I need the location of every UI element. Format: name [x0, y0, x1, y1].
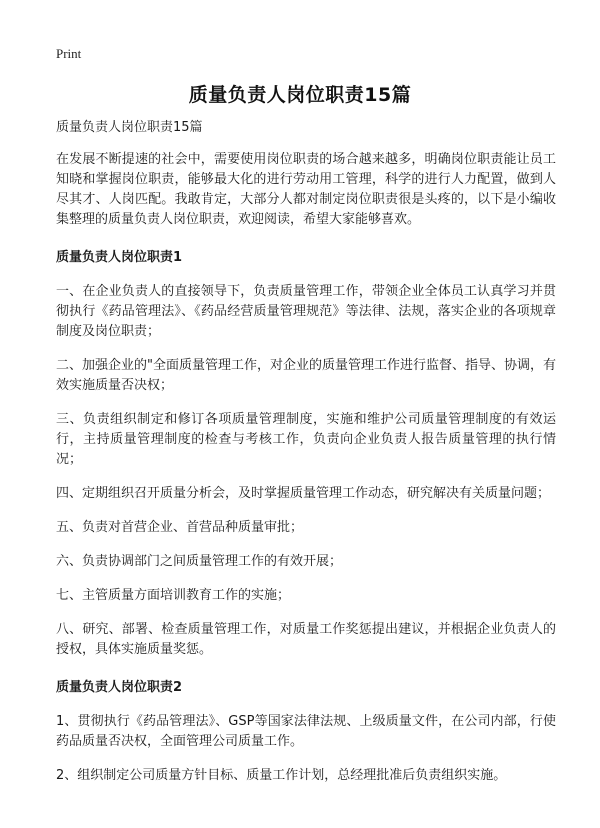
section-1-item-4: 四、定期组织召开质量分析会，及时掌握质量管理工作动态，研究解决有关质量问题； — [56, 486, 551, 501]
section-1-item-1: 一、在企业负责人的直接领导下，负责质量管理工作，带领企业全体员工认真学习并贯彻执行《药品管理法》、《药品经营质量管理规范》等法律、法规，落实企业的各项规章制度及岗位职责； — [56, 284, 556, 339]
document-subtitle: 质量负责人岗位职责15篇 — [56, 120, 203, 135]
document-title: 质量负责人岗位职责15篇 — [188, 84, 412, 106]
section-heading-2: 质量负责人岗位职责2 — [56, 680, 183, 695]
section-1-item-7: 七、主管质量方面培训教育工作的实施； — [56, 588, 291, 603]
section-1-item-6: 六、负责协调部门之间质量管理工作的有效开展； — [56, 554, 343, 569]
section-2-item-1: 1、贯彻执行《药品管理法》、GSP等国家法律法规、上级质量文件，在公司内部，行使药品质量否决权，全面管理公司质量工作。 — [56, 714, 556, 749]
section-1-item-5: 五、负责对首营企业、首营品种质量审批； — [56, 520, 304, 535]
section-2-item-2: 2、组织制定公司质量方针目标、质量工作计划，总经理批准后负责组织实施。 — [56, 768, 507, 783]
print-link[interactable]: Print — [56, 46, 82, 61]
section-heading-1: 质量负责人岗位职责1 — [56, 250, 183, 265]
intro-paragraph: 在发展不断提速的社会中，需要使用岗位职责的场合越来越多，明确岗位职责能让员工知晓和掌握岗位职责，能够最大化的进行劳动用工管理，科学的进行人力配置，做到人尽其才、人岗匹配。我敢肯定，大部分人都对制定岗位职责很是头疼的，以下是小编收集整理的质量负责人岗位职责，欢迎阅读，希望大家能够喜欢。 — [56, 152, 556, 227]
document-body — [56, 118, 556, 800]
section-1-item-2: 二、加强企业的"全面质量管理工作，对企业的质量管理工作进行监督、指导、协调，有效实施质量否决权； — [56, 358, 556, 393]
section-1-item-3: 三、负责组织制定和修订各项质量管理制度，实施和维护公司质量管理制度的有效运行，主持质量管理制度的检查与考核工作，负责向企业负责人报告质量管理的执行情况； — [56, 412, 556, 467]
section-1-item-8: 八、研究、部署、检查质量管理工作，对质量工作奖惩提出建议，并根据企业负责人的授权，具体实施质量奖惩。 — [56, 622, 556, 657]
